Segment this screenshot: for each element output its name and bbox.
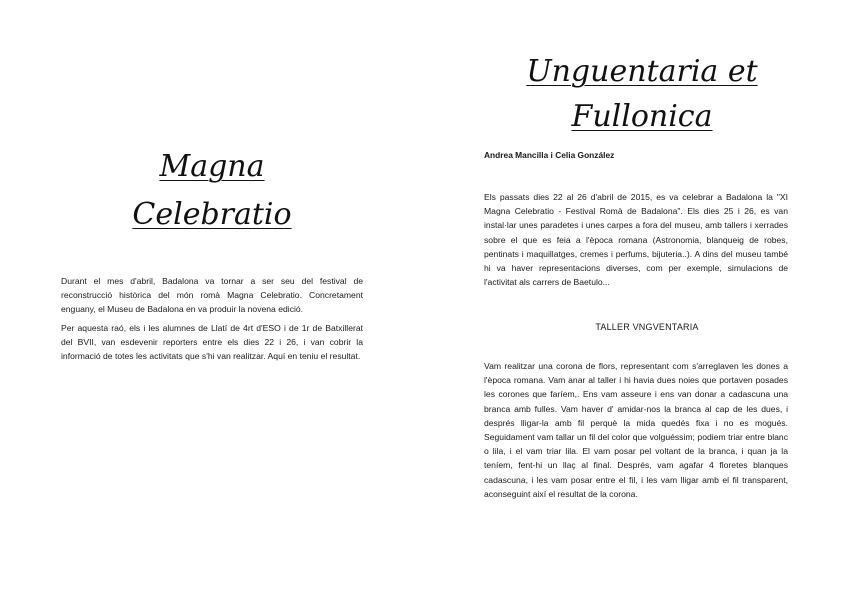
left-paragraph-reporters: Per aquesta raó, els i les alumnes de Llatí de 4rt d'ESO i de 1r de Batxillerat del BVII, van esdevenir reporters entre els dies 22 i 26, i van cobrir la informació de totes les activitats que s'hi van realitzar. Aquí en teniu el resultat.: [61, 323, 363, 362]
article-authors: Andrea Mancilla i Celia González: [484, 150, 615, 160]
left-paragraph-intro: Durant el mes d'abril, Badalona va tornar a ser seu del festival de reconstrucció històrica del món romà Magna Celebratio. Concretament enguany, el Museu de Badalona en va produir la novena edició.: [61, 276, 363, 315]
section-heading: TALLER VNGVENTARIA: [595, 322, 699, 332]
left-title-line2: Celebratio: [132, 197, 292, 232]
right-paragraph-workshop: Vam realitzar una corona de flors, representant com s'arreglaven les dones a l'època romana. Vam anar al taller i hi havia dues noies que portaven posades les corones que faríem,. Ens vam asseure i ens van donar a cadascuna una branca amb fulles. Vam haver d' amidar-nos la branca al cap de les dues, i després lligar-la amb fil perquè la mida quedés fixa i no es mogués. Seguidament vam tallar un fil del color que volguéssim; podiem triar entre blanc o lila, i el vam triar lila. El vam posar pel voltant de la branca, i quan ja la teníem, fent-hi un llaç al final. Després, vam agafar 4 floretes blanques cadascuna, i les vam posar entre el fil, i les vam lligar amb el fil transparent, aconseguint així el resultat de la corona.: [484, 361, 788, 499]
left-title-line1: Magna: [159, 149, 265, 184]
right-title-line1: Unguentaria et: [526, 54, 758, 89]
right-paragraph-festival: Els passats dies 22 al 26 d'abril de 2015, es va celebrar a Badalona la "XI Magna Celebratio - Festival Romà de Badalona". Els dies 25 i 26, es van instal·lar unes paradetes i unes carpes a fora del museu, amb tallers i xerrades sobre el que es feia a l'època romana (Astronomia, blanqueig de robes, pentinats i maquillatges, cremes i perfums, bijuteria..). A dins del museu també hi va haver representacions diverses, com per exemple, simulacions de l'activitat als carrers de Baetulo...: [484, 192, 788, 288]
right-title-line2: Fullonica: [571, 99, 713, 134]
right-page: [424, 0, 848, 599]
